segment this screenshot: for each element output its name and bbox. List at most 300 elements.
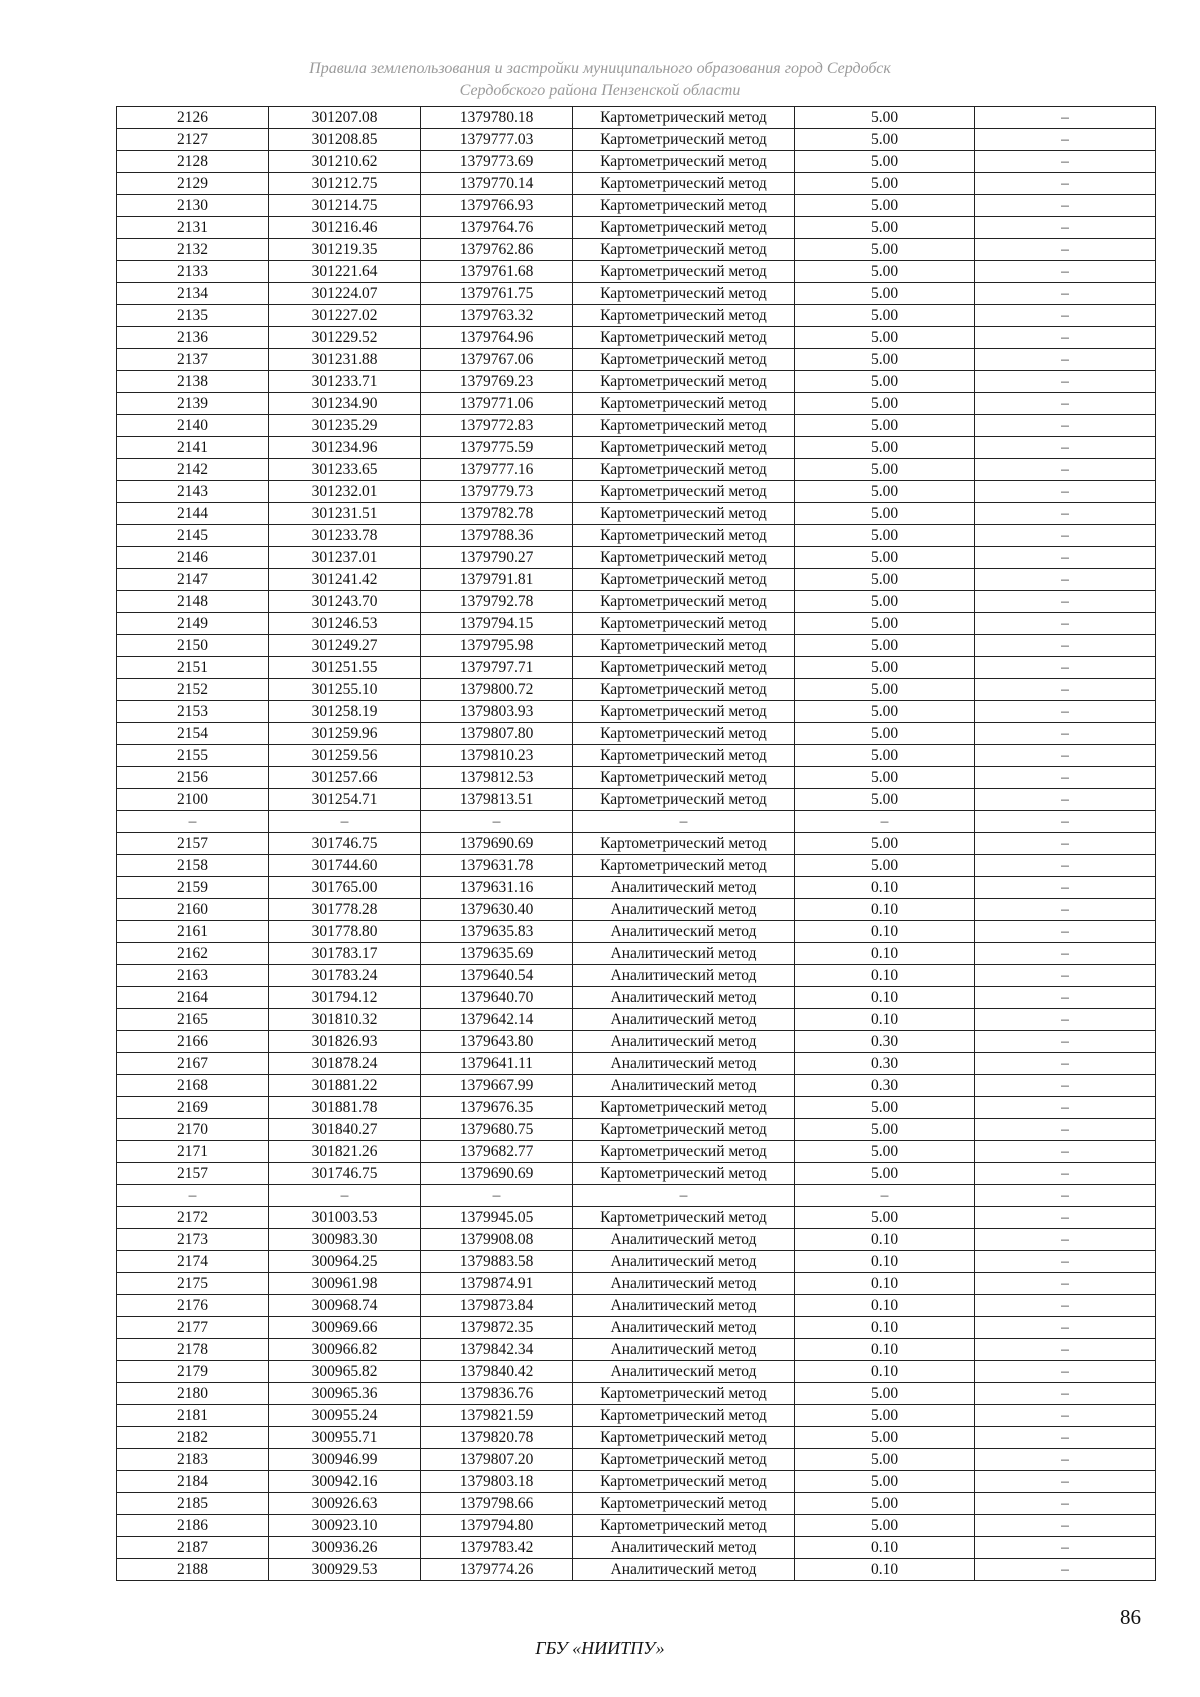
- point-number-cell: 2157: [117, 1163, 269, 1185]
- accuracy-cell: 5.00: [795, 327, 975, 349]
- table-row: [117, 1383, 1156, 1405]
- accuracy-cell: 5.00: [795, 525, 975, 547]
- accuracy-cell: 5.00: [795, 833, 975, 855]
- description-cell: –: [975, 393, 1156, 415]
- point-number-cell: 2186: [117, 1515, 269, 1537]
- method-cell: Картометрический метод: [573, 701, 795, 723]
- description-cell: –: [975, 1251, 1156, 1273]
- description-cell: –: [975, 635, 1156, 657]
- description-cell: –: [975, 305, 1156, 327]
- description-cell: –: [975, 1515, 1156, 1537]
- point-number-cell: 2148: [117, 591, 269, 613]
- point-number-cell: 2177: [117, 1317, 269, 1339]
- accuracy-cell: 5.00: [795, 569, 975, 591]
- point-number-cell: 2172: [117, 1207, 269, 1229]
- description-cell: –: [975, 415, 1156, 437]
- y-coordinate-cell: 1379836.76: [421, 1383, 573, 1405]
- description-cell: –: [975, 459, 1156, 481]
- x-coordinate-cell: 300929.53: [269, 1559, 421, 1581]
- y-coordinate-cell: 1379777.16: [421, 459, 573, 481]
- point-number-cell: 2187: [117, 1537, 269, 1559]
- table-row: [117, 1031, 1156, 1053]
- accuracy-cell: 5.00: [795, 767, 975, 789]
- method-cell: Аналитический метод: [573, 987, 795, 1009]
- x-coordinate-cell: 301783.24: [269, 965, 421, 987]
- method-cell: Картометрический метод: [573, 723, 795, 745]
- accuracy-cell: 5.00: [795, 459, 975, 481]
- point-number-cell: 2143: [117, 481, 269, 503]
- accuracy-cell: 5.00: [795, 195, 975, 217]
- method-cell: Картометрический метод: [573, 129, 795, 151]
- y-coordinate-cell: 1379873.84: [421, 1295, 573, 1317]
- point-number-cell: 2134: [117, 283, 269, 305]
- point-number-cell: 2174: [117, 1251, 269, 1273]
- table-row: [117, 613, 1156, 635]
- method-cell: Картометрический метод: [573, 151, 795, 173]
- table-row: [117, 239, 1156, 261]
- description-cell: –: [975, 1273, 1156, 1295]
- accuracy-cell: 5.00: [795, 1383, 975, 1405]
- y-coordinate-cell: 1379803.93: [421, 701, 573, 723]
- y-coordinate-cell: 1379642.14: [421, 1009, 573, 1031]
- method-cell: Аналитический метод: [573, 899, 795, 921]
- table-row: [117, 1009, 1156, 1031]
- point-number-cell: 2138: [117, 371, 269, 393]
- accuracy-cell: 0.10: [795, 1295, 975, 1317]
- accuracy-cell: 5.00: [795, 855, 975, 877]
- accuracy-cell: 5.00: [795, 217, 975, 239]
- accuracy-cell: 5.00: [795, 107, 975, 129]
- method-cell: Аналитический метод: [573, 921, 795, 943]
- method-cell: Картометрический метод: [573, 217, 795, 239]
- table-row: [117, 899, 1156, 921]
- point-number-cell: 2127: [117, 129, 269, 151]
- point-number-cell: 2130: [117, 195, 269, 217]
- method-cell: Аналитический метод: [573, 1317, 795, 1339]
- accuracy-cell: 5.00: [795, 1207, 975, 1229]
- method-cell: Картометрический метод: [573, 657, 795, 679]
- y-coordinate-cell: 1379777.03: [421, 129, 573, 151]
- footer-organization: ГБУ «НИИТПУ»: [535, 1638, 665, 1658]
- x-coordinate-cell: 301227.02: [269, 305, 421, 327]
- table-row: [117, 261, 1156, 283]
- method-cell: Картометрический метод: [573, 393, 795, 415]
- y-coordinate-cell: 1379640.54: [421, 965, 573, 987]
- description-cell: –: [975, 1053, 1156, 1075]
- accuracy-cell: 5.00: [795, 1471, 975, 1493]
- method-cell: Аналитический метод: [573, 1053, 795, 1075]
- point-number-cell: 2144: [117, 503, 269, 525]
- point-number-cell: 2183: [117, 1449, 269, 1471]
- accuracy-cell: 5.00: [795, 239, 975, 261]
- y-coordinate-cell: 1379690.69: [421, 1163, 573, 1185]
- x-coordinate-cell: 301257.66: [269, 767, 421, 789]
- description-cell: –: [975, 525, 1156, 547]
- y-coordinate-cell: 1379641.11: [421, 1053, 573, 1075]
- method-cell: Аналитический метод: [573, 1537, 795, 1559]
- description-cell: –: [975, 173, 1156, 195]
- method-cell: Картометрический метод: [573, 1207, 795, 1229]
- point-number-cell: 2155: [117, 745, 269, 767]
- y-coordinate-cell: 1379812.53: [421, 767, 573, 789]
- x-coordinate-cell: 301778.28: [269, 899, 421, 921]
- x-coordinate-cell: 300926.63: [269, 1493, 421, 1515]
- description-cell: –: [975, 217, 1156, 239]
- y-coordinate-cell: 1379840.42: [421, 1361, 573, 1383]
- x-coordinate-cell: 301231.51: [269, 503, 421, 525]
- x-coordinate-cell: 301744.60: [269, 855, 421, 877]
- y-coordinate-cell: 1379908.08: [421, 1229, 573, 1251]
- x-coordinate-cell: 301778.80: [269, 921, 421, 943]
- x-coordinate-cell: 301207.08: [269, 107, 421, 129]
- method-cell: Картометрический метод: [573, 1515, 795, 1537]
- accuracy-cell: 5.00: [795, 723, 975, 745]
- table-row: [117, 1471, 1156, 1493]
- x-coordinate-cell: 301783.17: [269, 943, 421, 965]
- method-cell: Аналитический метод: [573, 1229, 795, 1251]
- table-row: [117, 1141, 1156, 1163]
- point-number-cell: 2154: [117, 723, 269, 745]
- description-cell: –: [975, 1163, 1156, 1185]
- x-coordinate-cell: 301246.53: [269, 613, 421, 635]
- accuracy-cell: 0.10: [795, 1361, 975, 1383]
- y-coordinate-cell: 1379872.35: [421, 1317, 573, 1339]
- y-coordinate-cell: 1379767.06: [421, 349, 573, 371]
- method-cell: Картометрический метод: [573, 569, 795, 591]
- page-number: 86: [1120, 1605, 1141, 1629]
- y-coordinate-cell: 1379803.18: [421, 1471, 573, 1493]
- accuracy-cell: 0.10: [795, 921, 975, 943]
- method-cell: Аналитический метод: [573, 1295, 795, 1317]
- description-cell: –: [975, 1295, 1156, 1317]
- accuracy-cell: 0.10: [795, 943, 975, 965]
- point-number-cell: 2128: [117, 151, 269, 173]
- accuracy-cell: 5.00: [795, 129, 975, 151]
- method-cell: Картометрический метод: [573, 1471, 795, 1493]
- x-coordinate-cell: 300936.26: [269, 1537, 421, 1559]
- description-cell: –: [975, 261, 1156, 283]
- accuracy-cell: 0.10: [795, 1229, 975, 1251]
- description-cell: –: [975, 657, 1156, 679]
- table-row: [117, 965, 1156, 987]
- method-cell: Аналитический метод: [573, 877, 795, 899]
- y-coordinate-cell: 1379794.15: [421, 613, 573, 635]
- accuracy-cell: 5.00: [795, 591, 975, 613]
- y-coordinate-cell: 1379783.42: [421, 1537, 573, 1559]
- x-coordinate-cell: –: [269, 811, 421, 833]
- y-coordinate-cell: 1379631.78: [421, 855, 573, 877]
- point-number-cell: 2169: [117, 1097, 269, 1119]
- description-cell: –: [975, 943, 1156, 965]
- point-number-cell: 2164: [117, 987, 269, 1009]
- method-cell: Картометрический метод: [573, 1405, 795, 1427]
- method-cell: Картометрический метод: [573, 745, 795, 767]
- x-coordinate-cell: 301210.62: [269, 151, 421, 173]
- point-number-cell: 2151: [117, 657, 269, 679]
- point-number-cell: 2129: [117, 173, 269, 195]
- y-coordinate-cell: 1379775.59: [421, 437, 573, 459]
- table-row: [117, 855, 1156, 877]
- table-row: [117, 1537, 1156, 1559]
- method-cell: Аналитический метод: [573, 943, 795, 965]
- method-cell: Аналитический метод: [573, 965, 795, 987]
- description-cell: –: [975, 151, 1156, 173]
- x-coordinate-cell: 301746.75: [269, 1163, 421, 1185]
- table-row: [117, 943, 1156, 965]
- x-coordinate-cell: 301826.93: [269, 1031, 421, 1053]
- description-cell: –: [975, 1383, 1156, 1405]
- point-number-cell: –: [117, 1185, 269, 1207]
- description-cell: –: [975, 547, 1156, 569]
- x-coordinate-cell: 301840.27: [269, 1119, 421, 1141]
- x-coordinate-cell: 301219.35: [269, 239, 421, 261]
- point-number-cell: 2139: [117, 393, 269, 415]
- description-cell: –: [975, 195, 1156, 217]
- y-coordinate-cell: 1379643.80: [421, 1031, 573, 1053]
- y-coordinate-cell: 1379680.75: [421, 1119, 573, 1141]
- y-coordinate-cell: 1379762.86: [421, 239, 573, 261]
- x-coordinate-cell: 300961.98: [269, 1273, 421, 1295]
- x-coordinate-cell: 301229.52: [269, 327, 421, 349]
- point-number-cell: 2158: [117, 855, 269, 877]
- description-cell: –: [975, 965, 1156, 987]
- point-number-cell: 2170: [117, 1119, 269, 1141]
- y-coordinate-cell: 1379820.78: [421, 1427, 573, 1449]
- accuracy-cell: –: [795, 811, 975, 833]
- y-coordinate-cell: 1379807.80: [421, 723, 573, 745]
- method-cell: Картометрический метод: [573, 173, 795, 195]
- point-number-cell: 2181: [117, 1405, 269, 1427]
- point-number-cell: 2165: [117, 1009, 269, 1031]
- description-cell: –: [975, 1361, 1156, 1383]
- y-coordinate-cell: 1379630.40: [421, 899, 573, 921]
- table-row: [117, 987, 1156, 1009]
- table-row: [117, 371, 1156, 393]
- table-row: [117, 525, 1156, 547]
- y-coordinate-cell: 1379779.73: [421, 481, 573, 503]
- accuracy-cell: 5.00: [795, 1141, 975, 1163]
- accuracy-cell: 0.10: [795, 987, 975, 1009]
- y-coordinate-cell: 1379788.36: [421, 525, 573, 547]
- accuracy-cell: 5.00: [795, 1405, 975, 1427]
- x-coordinate-cell: 300968.74: [269, 1295, 421, 1317]
- method-cell: Аналитический метод: [573, 1273, 795, 1295]
- method-cell: Картометрический метод: [573, 1097, 795, 1119]
- y-coordinate-cell: 1379813.51: [421, 789, 573, 811]
- x-coordinate-cell: 300965.82: [269, 1361, 421, 1383]
- point-number-cell: 2142: [117, 459, 269, 481]
- method-cell: Картометрический метод: [573, 1383, 795, 1405]
- y-coordinate-cell: –: [421, 811, 573, 833]
- method-cell: Картометрический метод: [573, 437, 795, 459]
- accuracy-cell: 5.00: [795, 547, 975, 569]
- accuracy-cell: 5.00: [795, 151, 975, 173]
- point-number-cell: 2184: [117, 1471, 269, 1493]
- point-number-cell: 2161: [117, 921, 269, 943]
- point-number-cell: 2163: [117, 965, 269, 987]
- y-coordinate-cell: 1379792.78: [421, 591, 573, 613]
- accuracy-cell: 5.00: [795, 481, 975, 503]
- accuracy-cell: 5.00: [795, 393, 975, 415]
- point-number-cell: 2176: [117, 1295, 269, 1317]
- accuracy-cell: 5.00: [795, 1163, 975, 1185]
- point-number-cell: 2135: [117, 305, 269, 327]
- y-coordinate-cell: 1379874.91: [421, 1273, 573, 1295]
- x-coordinate-cell: 301249.27: [269, 635, 421, 657]
- y-coordinate-cell: 1379798.66: [421, 1493, 573, 1515]
- y-coordinate-cell: 1379763.32: [421, 305, 573, 327]
- table-row: [117, 701, 1156, 723]
- point-number-cell: 2185: [117, 1493, 269, 1515]
- table-row: [117, 1339, 1156, 1361]
- table-row: [117, 833, 1156, 855]
- point-number-cell: 2136: [117, 327, 269, 349]
- method-cell: Картометрический метод: [573, 591, 795, 613]
- y-coordinate-cell: 1379795.98: [421, 635, 573, 657]
- description-cell: –: [975, 1537, 1156, 1559]
- method-cell: Картометрический метод: [573, 525, 795, 547]
- table-row: [117, 129, 1156, 151]
- table-row: [117, 503, 1156, 525]
- description-cell: –: [975, 1031, 1156, 1053]
- table-row: [117, 767, 1156, 789]
- point-number-cell: 2137: [117, 349, 269, 371]
- x-coordinate-cell: 301251.55: [269, 657, 421, 679]
- point-number-cell: 2182: [117, 1427, 269, 1449]
- description-cell: –: [975, 921, 1156, 943]
- point-number-cell: 2141: [117, 437, 269, 459]
- x-coordinate-cell: 301259.56: [269, 745, 421, 767]
- method-cell: Картометрический метод: [573, 679, 795, 701]
- description-cell: –: [975, 1119, 1156, 1141]
- point-number-cell: 2175: [117, 1273, 269, 1295]
- x-coordinate-cell: 301258.19: [269, 701, 421, 723]
- description-cell: –: [975, 107, 1156, 129]
- table-row: [117, 1427, 1156, 1449]
- accuracy-cell: 5.00: [795, 349, 975, 371]
- y-coordinate-cell: 1379771.06: [421, 393, 573, 415]
- method-cell: Аналитический метод: [573, 1009, 795, 1031]
- description-cell: –: [975, 679, 1156, 701]
- x-coordinate-cell: 300983.30: [269, 1229, 421, 1251]
- accuracy-cell: 0.10: [795, 1339, 975, 1361]
- point-number-cell: –: [117, 811, 269, 833]
- x-coordinate-cell: 301234.96: [269, 437, 421, 459]
- point-number-cell: 2168: [117, 1075, 269, 1097]
- method-cell: Картометрический метод: [573, 1163, 795, 1185]
- table-row: [117, 1295, 1156, 1317]
- accuracy-cell: 5.00: [795, 371, 975, 393]
- description-cell: –: [975, 1075, 1156, 1097]
- description-cell: –: [975, 1141, 1156, 1163]
- table-row: [117, 921, 1156, 943]
- accuracy-cell: 5.00: [795, 1427, 975, 1449]
- description-cell: –: [975, 1471, 1156, 1493]
- x-coordinate-cell: 301224.07: [269, 283, 421, 305]
- y-coordinate-cell: 1379761.68: [421, 261, 573, 283]
- point-number-cell: 2146: [117, 547, 269, 569]
- method-cell: Картометрический метод: [573, 415, 795, 437]
- method-cell: Аналитический метод: [573, 1075, 795, 1097]
- y-coordinate-cell: 1379769.23: [421, 371, 573, 393]
- y-coordinate-cell: 1379667.99: [421, 1075, 573, 1097]
- accuracy-cell: 0.10: [795, 1537, 975, 1559]
- header-line-2: Сердобского района Пензенской области: [459, 82, 741, 99]
- table-row: [117, 195, 1156, 217]
- x-coordinate-cell: 301233.78: [269, 525, 421, 547]
- x-coordinate-cell: 301878.24: [269, 1053, 421, 1075]
- x-coordinate-cell: 300946.99: [269, 1449, 421, 1471]
- description-cell: –: [975, 1317, 1156, 1339]
- y-coordinate-cell: 1379676.35: [421, 1097, 573, 1119]
- description-cell: –: [975, 327, 1156, 349]
- x-coordinate-cell: 301255.10: [269, 679, 421, 701]
- table-row: [117, 1207, 1156, 1229]
- y-coordinate-cell: 1379764.96: [421, 327, 573, 349]
- table-row: [117, 1515, 1156, 1537]
- y-coordinate-cell: 1379800.72: [421, 679, 573, 701]
- table-row: [117, 327, 1156, 349]
- accuracy-cell: 5.00: [795, 283, 975, 305]
- table-row: [117, 1493, 1156, 1515]
- description-cell: –: [975, 591, 1156, 613]
- method-cell: Картометрический метод: [573, 503, 795, 525]
- x-coordinate-cell: 301881.22: [269, 1075, 421, 1097]
- accuracy-cell: 5.00: [795, 173, 975, 195]
- y-coordinate-cell: 1379810.23: [421, 745, 573, 767]
- point-number-cell: 2156: [117, 767, 269, 789]
- x-coordinate-cell: 301208.85: [269, 129, 421, 151]
- x-coordinate-cell: 300966.82: [269, 1339, 421, 1361]
- table-row: [117, 1053, 1156, 1075]
- description-cell: –: [975, 1405, 1156, 1427]
- table-row: [117, 1273, 1156, 1295]
- point-number-cell: 2178: [117, 1339, 269, 1361]
- method-cell: Аналитический метод: [573, 1361, 795, 1383]
- method-cell: Картометрический метод: [573, 635, 795, 657]
- y-coordinate-cell: 1379773.69: [421, 151, 573, 173]
- table-row: [117, 437, 1156, 459]
- x-coordinate-cell: 300923.10: [269, 1515, 421, 1537]
- table-row: [117, 481, 1156, 503]
- accuracy-cell: 5.00: [795, 679, 975, 701]
- accuracy-cell: 5.00: [795, 261, 975, 283]
- description-cell: –: [975, 745, 1156, 767]
- description-cell: –: [975, 987, 1156, 1009]
- y-coordinate-cell: 1379791.81: [421, 569, 573, 591]
- description-cell: –: [975, 1427, 1156, 1449]
- method-cell: Картометрический метод: [573, 547, 795, 569]
- description-cell: –: [975, 1339, 1156, 1361]
- y-coordinate-cell: 1379772.83: [421, 415, 573, 437]
- table-row: [117, 1185, 1156, 1207]
- description-cell: –: [975, 283, 1156, 305]
- point-number-cell: 2157: [117, 833, 269, 855]
- point-number-cell: 2166: [117, 1031, 269, 1053]
- description-cell: –: [975, 789, 1156, 811]
- method-cell: Картометрический метод: [573, 767, 795, 789]
- table-row: [117, 811, 1156, 833]
- x-coordinate-cell: 300942.16: [269, 1471, 421, 1493]
- description-cell: –: [975, 239, 1156, 261]
- method-cell: Аналитический метод: [573, 1559, 795, 1581]
- accuracy-cell: 5.00: [795, 305, 975, 327]
- x-coordinate-cell: 301231.88: [269, 349, 421, 371]
- y-coordinate-cell: 1379631.16: [421, 877, 573, 899]
- table-row: [117, 305, 1156, 327]
- accuracy-cell: 5.00: [795, 1449, 975, 1471]
- description-cell: –: [975, 811, 1156, 833]
